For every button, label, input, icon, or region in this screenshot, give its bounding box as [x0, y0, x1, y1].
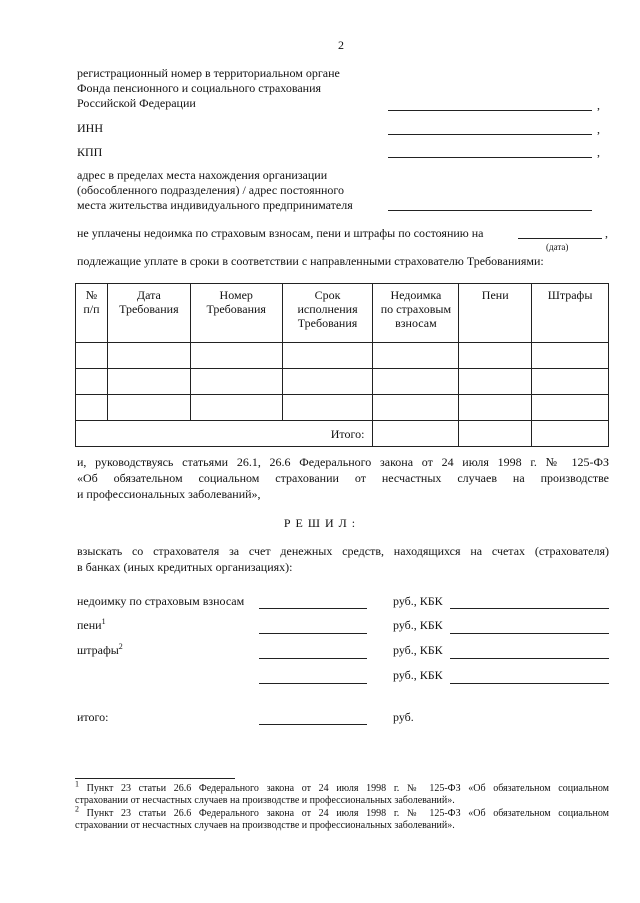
header-arrears: Недоимка по страховым взносам [373, 284, 459, 343]
table-row [76, 369, 609, 395]
comma: , [605, 226, 608, 240]
extra-kbk-field[interactable] [450, 683, 609, 684]
reg-number-field[interactable] [388, 110, 592, 111]
rub-kbk-label: руб., КБК [393, 643, 443, 657]
table-row [76, 343, 609, 369]
table-row [76, 395, 609, 421]
footnote-2: $^2$ Пункт 23 статьи 26.6 Федерального закона от 24 июля 1998 г. № 125-ФЗ «Об обязательном социальном страховании от несчастных случаев на производстве и профессиональных заболеваний». [75, 804, 610, 831]
total-penalties-cell[interactable] [459, 421, 532, 447]
arrears-label: недоимку по страховым взносам [77, 594, 245, 608]
date-field[interactable] [518, 238, 602, 239]
total-arrears-cell[interactable] [373, 421, 459, 447]
address-field[interactable] [388, 210, 592, 211]
guided-line: и, руководствуясь статьями 26.1, 26.6 Федерального закона от 24 июля 1998 г. № 125-ФЗ [77, 455, 609, 469]
table-total-row [76, 421, 609, 447]
table-cell[interactable] [282, 343, 373, 369]
comma: , [597, 98, 600, 112]
penalties-label: пени$^1$ [77, 617, 106, 632]
collect-paragraph [77, 543, 609, 575]
table-cell[interactable] [282, 369, 373, 395]
table-cell[interactable] [190, 343, 282, 369]
table-cell[interactable] [190, 395, 282, 421]
table-cell[interactable] [190, 369, 282, 395]
page-number: 2 [338, 38, 344, 52]
kpp-field[interactable] [388, 157, 592, 158]
rub-label: руб. [393, 710, 414, 724]
table-cell[interactable] [107, 343, 190, 369]
header-request-date: Дата Требования [107, 284, 190, 343]
penalties-kbk-field[interactable] [450, 633, 609, 634]
address-label-line2: (обособленного подразделения) / адрес постоянного [77, 183, 345, 197]
header-deadline: Срок исполнения Требования [282, 284, 373, 343]
inn-field[interactable] [388, 134, 592, 135]
address-label-line1: адрес в пределах места нахождения организации [77, 168, 328, 182]
table-cell[interactable] [459, 369, 532, 395]
header-penalties: Пени [459, 284, 532, 343]
guided-line: и профессиональных заболеваний», [77, 487, 261, 501]
total-label: Итого: [76, 421, 373, 447]
header-fines: Штрафы [532, 284, 609, 343]
table-cell[interactable] [373, 369, 459, 395]
total-fines-cell[interactable] [532, 421, 609, 447]
collect-line: взыскать со страхователя за счет денежных средств, находящихся на счетах (страхователя) [77, 544, 609, 558]
reg-number-label-line2: Фонда пенсионного и социального страхования [77, 81, 322, 95]
fines-amount-field[interactable] [259, 658, 367, 659]
guided-line: «Об обязательном социальном страховании от несчастных случаев на производстве [77, 471, 609, 485]
comma: , [597, 122, 600, 136]
header-request-number: Номер Требования [190, 284, 282, 343]
table-cell[interactable] [107, 395, 190, 421]
footnote-1: $^1$ Пункт 23 статьи 26.6 Федерального закона от 24 июля 1998 г. № 125-ФЗ «Об обязательном социальном страховании от несчастных случаев на производстве и профессиональных заболеваний». [75, 779, 610, 806]
requirements-table [75, 283, 609, 447]
collect-line: в банках (иных кредитных организациях): [77, 560, 293, 574]
fines-kbk-field[interactable] [450, 658, 609, 659]
table-cell[interactable] [107, 369, 190, 395]
unpaid-text-2: подлежащие уплате в сроки в соответствии с направленными страхователю Требованиями: [77, 254, 544, 268]
address-label-line3: места жительства индивидуального предпринимателя [77, 198, 353, 212]
table-cell[interactable] [76, 395, 108, 421]
table-cell[interactable] [373, 343, 459, 369]
table-cell[interactable] [76, 343, 108, 369]
table-header-row [76, 284, 609, 343]
footnote-separator [75, 778, 235, 779]
guided-paragraph [77, 454, 609, 502]
reg-number-label-line1: регистрационный номер в территориальном органе [77, 66, 340, 80]
total-amount-label: итого: [77, 710, 109, 724]
table-cell[interactable] [532, 343, 609, 369]
fines-label: штрафы$^2$ [77, 642, 123, 657]
table-cell[interactable] [282, 395, 373, 421]
total-amount-field[interactable] [259, 724, 367, 725]
table-cell[interactable] [76, 369, 108, 395]
rub-kbk-label: руб., КБК [393, 618, 443, 632]
inn-label: ИНН [77, 121, 103, 135]
table-cell[interactable] [459, 343, 532, 369]
arrears-amount-field[interactable] [259, 608, 367, 609]
date-hint: (дата) [546, 242, 569, 252]
extra-amount-field[interactable] [259, 683, 367, 684]
decided-heading: Р Е Ш И Л : [283, 516, 357, 530]
penalties-amount-field[interactable] [259, 633, 367, 634]
reg-number-label-line3: Российской Федерации [77, 96, 196, 110]
table-cell[interactable] [532, 395, 609, 421]
table-cell[interactable] [373, 395, 459, 421]
comma: , [597, 145, 600, 159]
kpp-label: КПП [77, 145, 103, 159]
header-number: № п/п [76, 284, 108, 343]
rub-kbk-label: руб., КБК [393, 668, 443, 682]
unpaid-text: не уплачены недоимка по страховым взносам, пени и штрафы по состоянию на [77, 226, 484, 240]
table-cell[interactable] [459, 395, 532, 421]
table-cell[interactable] [532, 369, 609, 395]
rub-kbk-label: руб., КБК [393, 594, 443, 608]
arrears-kbk-field[interactable] [450, 608, 609, 609]
